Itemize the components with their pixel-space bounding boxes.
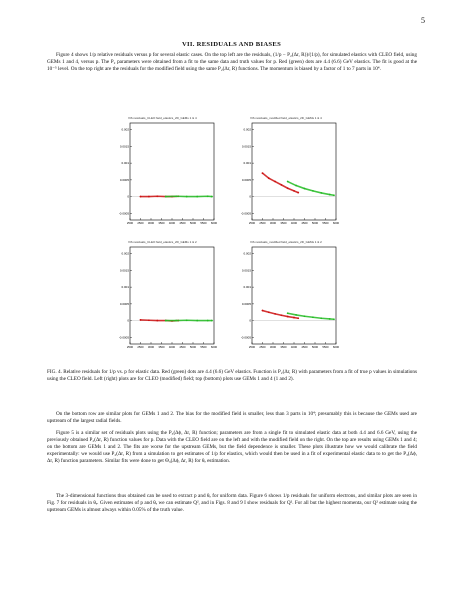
y-tick-label: 0.001 — [243, 161, 251, 166]
y-tick-label: 0.0005 — [241, 301, 251, 306]
y-tick-label: 0.001 — [121, 285, 129, 290]
green-point — [175, 195, 177, 197]
plot-title: ViS residuals_modified field_elastics_2D_GEMs 1 & 4 — [250, 116, 322, 120]
y-tick-label: 0.001 — [243, 285, 251, 290]
plot-title: ViS residuals_CLEO field_elastics_2D_GEMs 1 & 4 — [128, 116, 197, 120]
green-point — [207, 320, 209, 322]
green-point — [211, 320, 213, 322]
x-tick-label: 2500 — [126, 345, 134, 349]
x-tick-label: 2500 — [137, 221, 144, 225]
x-tick-label: 2500 — [137, 345, 144, 349]
red-point — [268, 311, 270, 313]
y-tick-label: 0.002 — [121, 251, 129, 256]
red-point — [262, 172, 264, 174]
x-tick-label: 5000 — [311, 345, 319, 349]
green-point — [165, 320, 167, 322]
y-tick-label: 0.0015 — [119, 268, 129, 273]
green-point — [320, 317, 322, 319]
green-point — [196, 320, 198, 322]
x-tick-label: 4500 — [179, 221, 186, 225]
y-tick-label: -0.0005 — [240, 211, 251, 216]
red-point — [281, 184, 283, 186]
x-tick-label: 4000 — [168, 221, 176, 225]
x-tick-label: 3000 — [269, 345, 277, 349]
x-tick-label: 4500 — [301, 345, 308, 349]
red-point — [156, 195, 158, 197]
y-tick-label: 0 — [249, 194, 251, 199]
green-point — [312, 190, 314, 192]
y-tick-label: 0.0005 — [119, 177, 129, 182]
scatter-plot — [234, 240, 338, 353]
red-point — [274, 181, 276, 183]
red-point — [287, 316, 289, 318]
red-point — [156, 320, 158, 322]
green-point — [329, 194, 331, 196]
paragraph-4: The 3-dimensional functions thus obtained can be used to extract p and θₑ for uniform data. Figure 6 shows 1/p residuals for uniform electrons, and similar plots are seen in Fig. 7 for residuals in θₑ. Given estimates of p and θₑ we can estimate Q², and in Figs. 8 and 9 I show residuals for Q². For all but the highest momenta, our Q² estimate using the upstream GEMs is almost always within 0.05% of the truth value. — [47, 493, 417, 514]
red-point — [262, 310, 264, 312]
red-point — [148, 319, 150, 321]
plot-frame — [130, 123, 214, 220]
x-tick-label: 2500 — [259, 345, 266, 349]
plot-title: ViS residuals_modified field_elastics_2D_GEMs 1 & 2 — [250, 240, 322, 244]
red-point — [297, 317, 299, 319]
x-tick-label: 3500 — [280, 221, 287, 225]
red-point — [140, 319, 142, 321]
paragraph-3: Figure 5 is a similar set of residuals plots using the P₃(Δϕ, Δr, R) function; parameters are from a single fit to simulated elastic data at both 4.4 and 6.6 GeV, using the previously obtained P₂(Δr, R) function values for p. Data with the CLEO field are on the left and with the modified field on the right. On the top are results using GEMs 1 and 4; on the bottom are GEMs 1 and 2. The fits are worse for the upstream GEMs, but the field dependence is smaller. These plots illustrate how we would calibrate the field experimentally: we would use P₂(Δr, R) from a simulation to get estimates of 1/p for elastics, which would then be used in a fit of experimental elastic data to to get the P₃(Δϕ, Δr, R) function parameters. Similar fits were done to get Θ₃(Δϕ, Δr, R) for θₑ estimation. — [47, 430, 417, 465]
green-point — [312, 316, 314, 318]
green-point — [304, 315, 306, 317]
x-tick-label: 6000 — [332, 345, 340, 349]
y-tick-label: 0 — [127, 318, 129, 323]
x-tick-label: 4000 — [290, 221, 298, 225]
y-tick-label: -0.0005 — [240, 335, 251, 340]
green-point — [207, 195, 209, 197]
plot-panel-2 — [112, 240, 216, 353]
x-tick-label: 4500 — [301, 221, 308, 225]
red-point — [148, 196, 150, 198]
green-point — [287, 181, 289, 183]
paragraph-1: Figure 4 shows 1/p relative residuals versus p for several elastic cases. On the top left are the residuals, (1/p − P₂(Δr, R))/(1/p), for simulated elastics with CLEO field, using GEMs 1 and 4, versus p. The P₂ parameters were obtained from a fit to the same data and truth values for p. Red (green) dots are 4.4 (6.6) GeV elastics. The fit is good at the 10⁻⁵ level. On the top right are the residuals for the modified field using the same P₂(Δr, R) functions. The momentum is biased by a factor of 1 to 7 parts in 10⁴. — [47, 52, 417, 73]
red-point — [293, 317, 295, 319]
x-tick-label: 6000 — [332, 221, 340, 225]
y-tick-label: -0.0005 — [118, 335, 129, 340]
page-number: 5 — [421, 16, 425, 25]
red-point — [287, 187, 289, 189]
plot-title: ViS residuals_CLEO field_elastics_2D_GEMs 1 & 2 — [128, 240, 197, 244]
x-tick-label: 5000 — [311, 221, 319, 225]
x-tick-label: 3000 — [147, 221, 155, 225]
x-tick-label: 6000 — [210, 345, 218, 349]
x-tick-label: 6000 — [210, 221, 218, 225]
plot-panel-0 — [112, 116, 216, 229]
y-tick-label: 0.0015 — [241, 144, 251, 149]
y-tick-label: 0.002 — [243, 251, 251, 256]
green-point — [295, 185, 297, 187]
x-tick-label: 2500 — [248, 345, 256, 349]
scatter-plot — [112, 240, 216, 353]
paragraph-2: On the bottom row are similar plots for GEMs 1 and 2. The bias for the modified field is smaller, less than 3 parts in 10⁴; presumably this is because the GEMs used are upstream of the largest radial fields. — [47, 411, 417, 425]
green-point — [211, 196, 213, 198]
green-point — [320, 192, 322, 194]
scatter-plot — [112, 116, 216, 229]
green-point — [333, 318, 335, 320]
green-point — [333, 194, 335, 196]
y-tick-label: 0.0015 — [119, 144, 129, 149]
x-tick-label: 2500 — [126, 221, 134, 225]
y-tick-label: 0.002 — [121, 127, 129, 132]
y-tick-label: 0.0015 — [241, 268, 251, 273]
red-point — [274, 313, 276, 315]
plot-panel-1 — [234, 116, 338, 229]
y-tick-label: -0.0005 — [118, 211, 129, 216]
x-tick-label: 3000 — [147, 345, 155, 349]
y-tick-label: 0 — [127, 194, 129, 199]
red-point — [140, 196, 142, 198]
x-tick-label: 3500 — [280, 345, 287, 349]
x-tick-label: 4500 — [179, 345, 186, 349]
x-tick-label: 5500 — [200, 221, 207, 225]
x-tick-label: 4000 — [290, 345, 298, 349]
x-tick-label: 5500 — [200, 345, 207, 349]
x-tick-label: 4000 — [168, 345, 176, 349]
green-point — [186, 196, 188, 198]
green-point — [329, 318, 331, 320]
x-tick-label: 5500 — [322, 221, 329, 225]
scatter-plot — [234, 116, 338, 229]
figure-caption: FIG. 4. Relative residuals for 1/p vs. p for elastic data. Red (green) dots are 4.4 (6.6) GeV elastics. Function is P₂(Δr, R) with parameters from a fit of true p values in simulations using the CLEO field. Left (right) plots are for CLEO (modified) field; top (bottom) plots use GEMs 1 and 4 (1 and 2). — [47, 369, 417, 383]
x-tick-label: 5500 — [322, 345, 329, 349]
y-tick-label: 0.0005 — [241, 177, 251, 182]
red-point — [293, 190, 295, 192]
y-tick-label: 0.002 — [243, 127, 251, 132]
y-tick-label: 0.001 — [121, 161, 129, 166]
x-tick-label: 2500 — [248, 221, 256, 225]
green-point — [287, 312, 289, 314]
y-tick-label: 0 — [249, 318, 251, 323]
plot-frame — [252, 123, 336, 220]
green-point — [304, 188, 306, 190]
x-tick-label: 2500 — [259, 221, 266, 225]
red-point — [297, 192, 299, 194]
plot-frame — [130, 247, 214, 344]
x-tick-label: 5000 — [189, 221, 197, 225]
green-point — [196, 196, 198, 198]
x-tick-label: 5000 — [189, 345, 197, 349]
plot-panel-3 — [234, 240, 338, 353]
x-tick-label: 3500 — [158, 221, 165, 225]
plot-frame — [252, 247, 336, 344]
green-point — [165, 196, 167, 198]
green-point — [186, 319, 188, 321]
section-heading: VII. RESIDUALS AND BIASES — [181, 41, 282, 48]
red-point — [281, 314, 283, 316]
x-tick-label: 3500 — [158, 345, 165, 349]
green-point — [175, 320, 177, 322]
green-point — [295, 314, 297, 316]
y-tick-label: 0.0005 — [119, 301, 129, 306]
red-point — [268, 177, 270, 179]
x-tick-label: 3000 — [269, 221, 277, 225]
